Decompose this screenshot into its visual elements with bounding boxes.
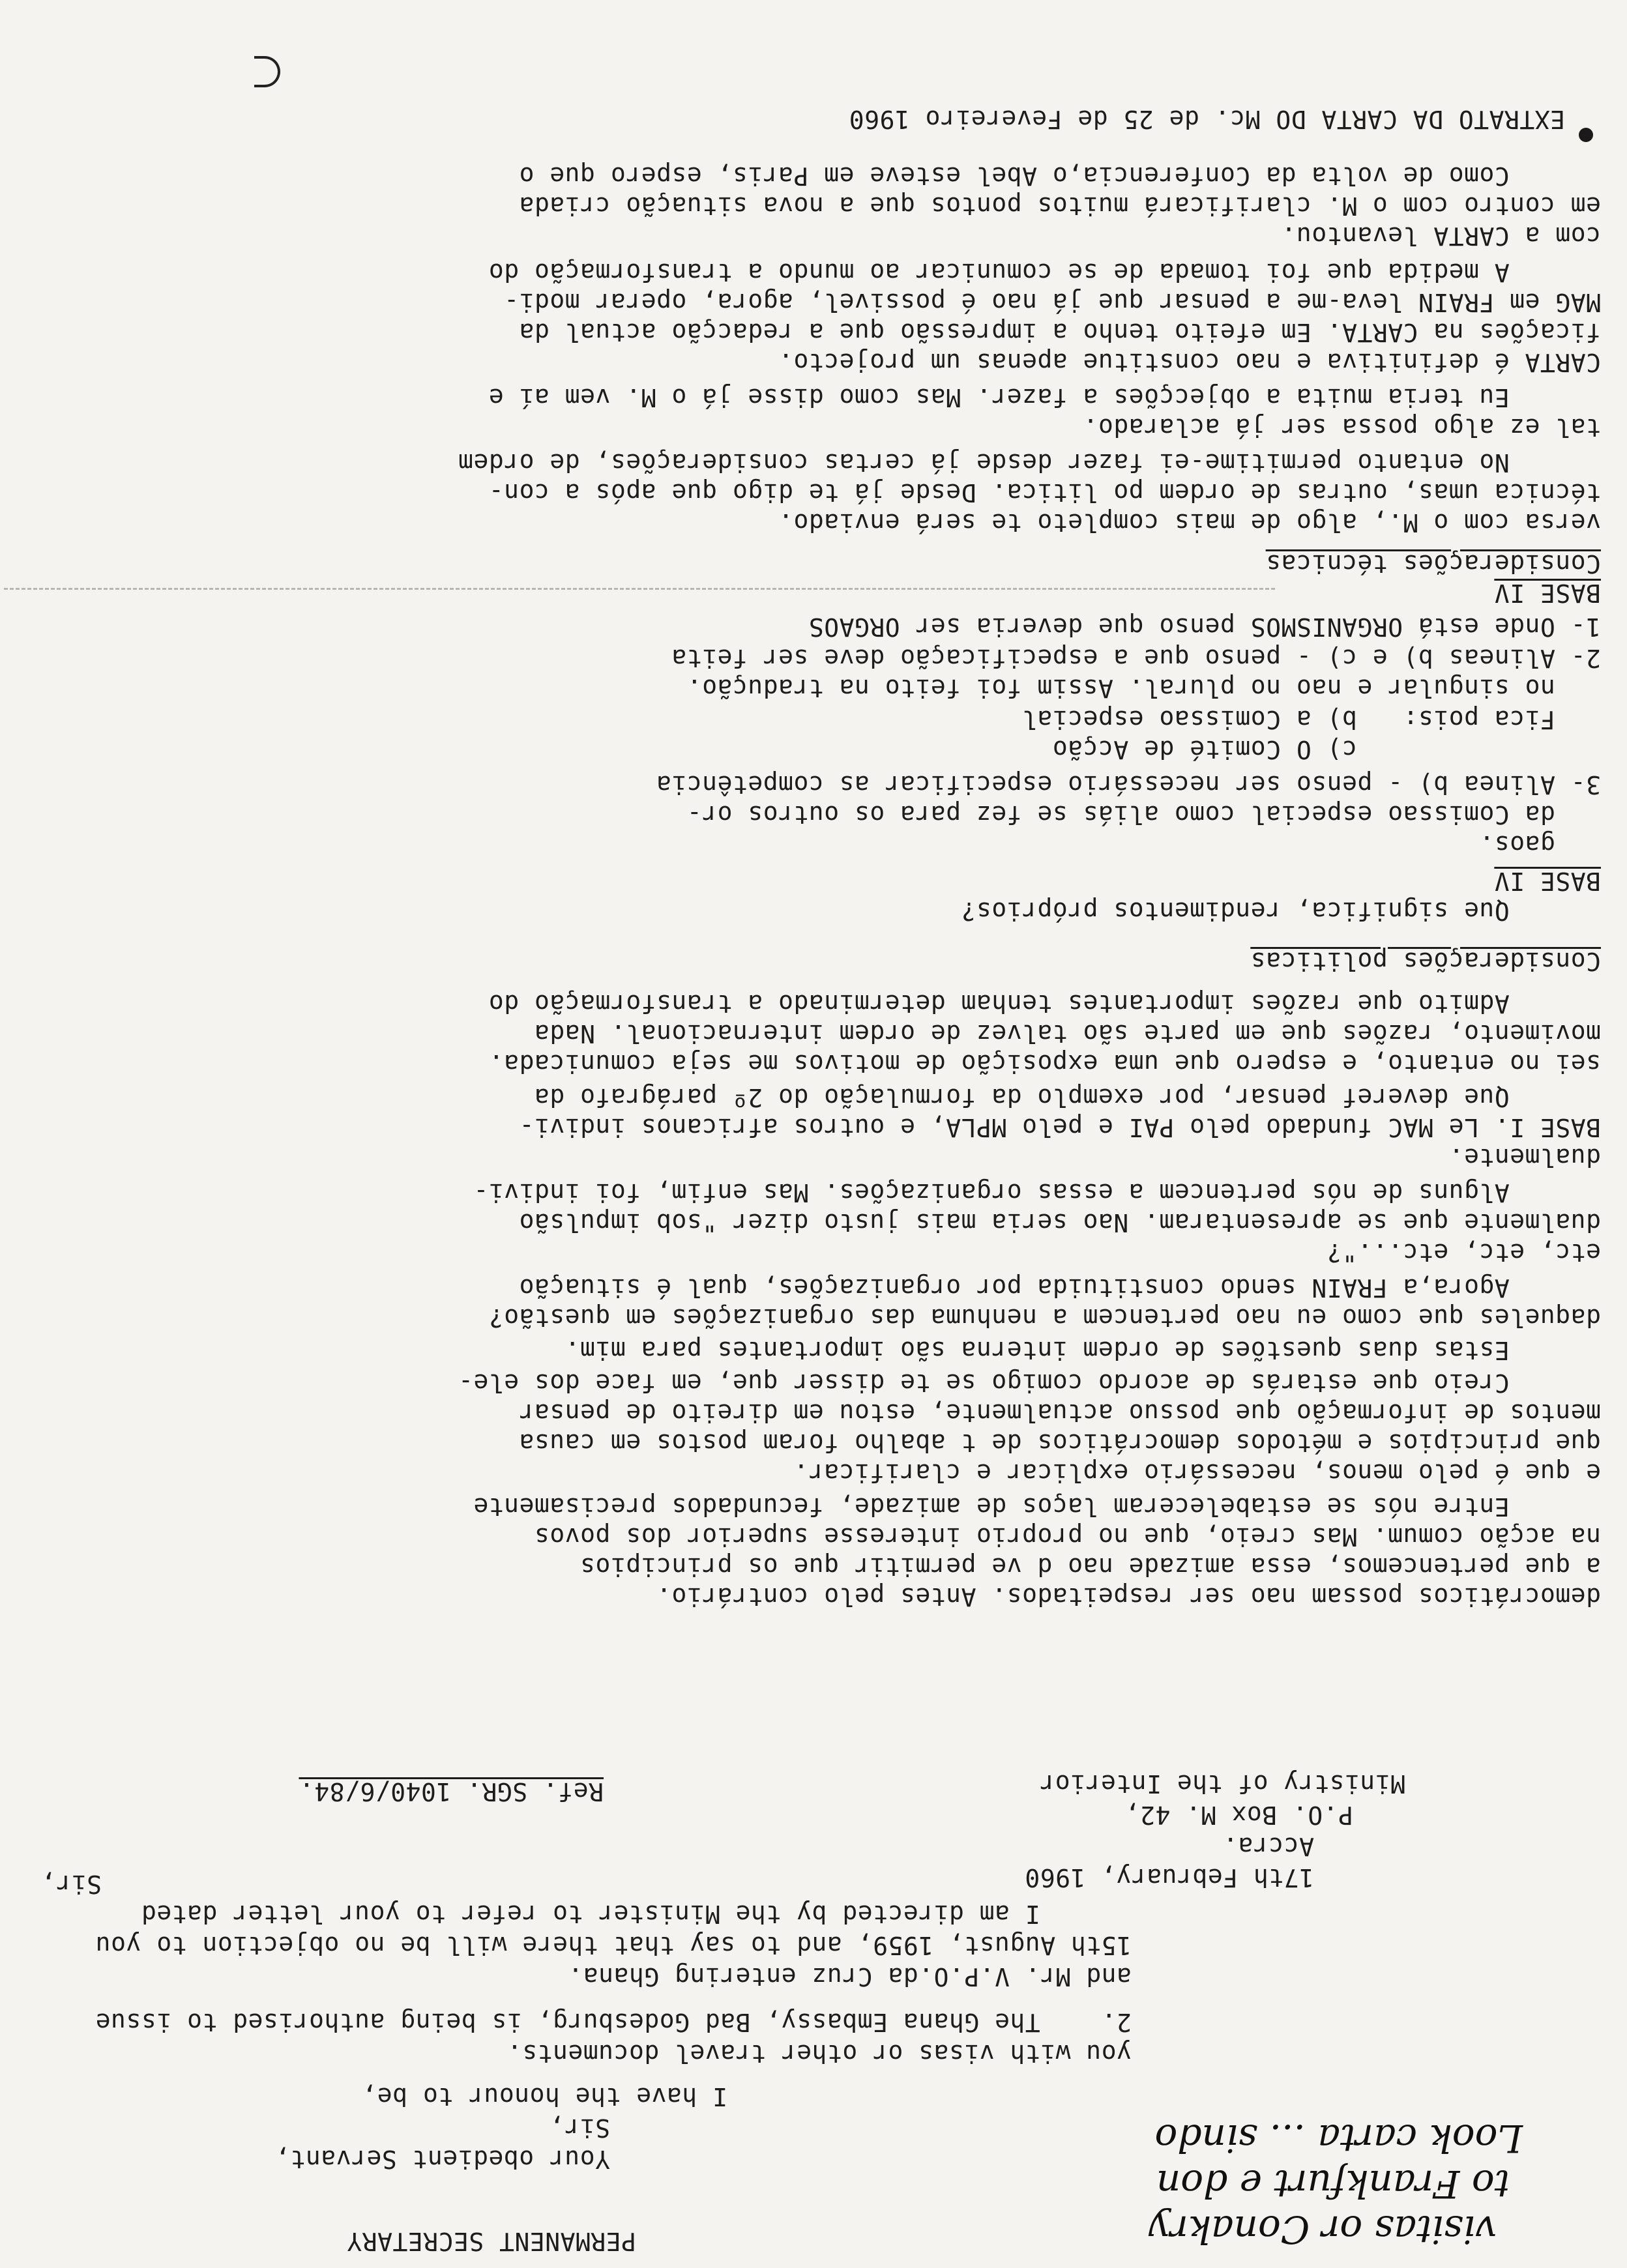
- extract-line-11: técnica umas, outras de ordem po litica. Desde já te digo que após a con-: [488, 478, 1601, 507]
- letter-closing-2: Sir,: [549, 2114, 610, 2142]
- tech-item-2-cont: no singular e nao no plural. Assim foi feito na tradução.: [686, 674, 1601, 703]
- extract-line-8: Eu teria muita a objecções a fazer. Mas como disse já o M. vem aí e: [488, 383, 1601, 412]
- political-line-6: dualmente.: [1448, 1143, 1601, 1172]
- handwritten-tick-mark: [254, 56, 280, 87]
- base-iv-heading-2: BASE IV: [1494, 867, 1601, 895]
- letter-line-5: you with visas or other travel documents.: [506, 2039, 1132, 2068]
- extract-title: EXTRATO DA CARTA DO Mc. de 25 de Fevereiro 1960: [849, 105, 1565, 134]
- political-line-9: etc, etc, etc..."?: [1327, 1238, 1601, 1267]
- letter-line-1: I am directed by the Minister to refer to your letter dated: [141, 1900, 1132, 1928]
- extract-line-12: versa com o M., algo de mais completo te será enviado.: [778, 508, 1601, 537]
- tech-item-3-cont: da Comissao especial como aliás se fez para os outros or-: [686, 800, 1601, 829]
- letter-salutation: Sir,: [40, 1870, 102, 1898]
- political-line-3: sei no entanto, e espero que uma exposição de motivos me seja comunicada.: [488, 1049, 1601, 1078]
- signature-title: PERMANENT SECRETARY: [346, 2227, 636, 2256]
- political-line-12: Estas duas questões de ordem interna são importantes para mim.: [564, 1336, 1601, 1365]
- political-line-1: Admito que razões importantes tenham determinado a transformação do: [488, 989, 1601, 1018]
- letter-address-line-1: Ministry of the Interior: [1039, 1769, 1405, 1798]
- extract-line-1: Como de volta da Conferencia,o Abel esteve em Paris, espero que o: [519, 162, 1601, 190]
- letter-line-4: 2. The Ghana Embassy, Bad Godesburg, is being authorised to issue: [95, 2008, 1132, 2037]
- political-line-15: que principios e métodos democráticos de t abalho foram postos em causa: [519, 1429, 1601, 1457]
- political-line-20: democráticos possam nao ser respeitados. Antes pelo contrário.: [656, 1582, 1601, 1611]
- political-line-13: Creio que estarás de acordo comigo se te disser que, em face dos ele-: [458, 1369, 1601, 1397]
- extract-line-10: No entanto permitime-ei fazer desde já certas considerações, de ordem: [458, 448, 1601, 477]
- political-line-14: mentos de informação que possuo actualmente, estou em direito de pensar: [519, 1399, 1601, 1427]
- tech-item-comite: c) O Comité de Acção: [1052, 735, 1601, 764]
- letter-address-line-3: Accra.: [1222, 1832, 1314, 1861]
- political-line-7: Alguns de nós pertencem a essas organizações. Mas enfim, foi indivi-: [473, 1178, 1601, 1207]
- handwritten-note-line-1: Look carta ... sindo: [1154, 2116, 1523, 2160]
- letter-line-3: and Mr. V.P.O.da Cruz entering Ghana.: [568, 1962, 1132, 1991]
- tech-item-3: 3- Alinea b) - penso ser necessário especificar as competência: [656, 770, 1601, 799]
- political-line-19: a que pertencemos, essa amizade nao d ve permitir que os principios: [579, 1552, 1601, 1581]
- extract-line-5: MAG em FRAIN leva-me a pensar que já nao é possivel, agora, operar modi-: [503, 288, 1601, 317]
- political-line-16: e que é pelo menos, necessário explicar e clarificar.: [793, 1459, 1601, 1487]
- section-separator: [4, 588, 1275, 590]
- political-line-11: daqueles que como eu nao pertencem a nenhuma das organizações em questão?: [488, 1303, 1601, 1332]
- political-line-5: BASE I. Le MAC fundado pelo PAI e pelo MPLA, e outros africanos indivi-: [519, 1113, 1601, 1142]
- base-iv-heading: BASE IV: [1494, 579, 1601, 607]
- tech-item-fica: Fica pois: b) a Comissao especial: [1021, 705, 1601, 734]
- handwritten-note-line-2: to Frankfurt e don: [1156, 2162, 1510, 2206]
- political-line-10: Agora,a FRAIN sendo constituida por organizações, qual é situação: [519, 1273, 1601, 1302]
- political-line-17: Entre nós se estabeleceram laços de amizade, fecundados precisamente: [473, 1492, 1601, 1521]
- letter-line-2: 15th August, 1959, and to say that there will be no objection to you: [95, 1931, 1132, 1960]
- letter-reference: Ref. SGR. 1040/6/84.: [299, 1777, 604, 1806]
- extract-line-4: A medida que foi tomada de se comunicar ao mundo a transformação do: [488, 258, 1601, 287]
- handwritten-note-line-3: visitas or Conakry: [1149, 2207, 1497, 2252]
- letter-closing-3: Your obedient Servant,: [274, 2145, 610, 2174]
- extract-line-2: em contro com o M. clarificará muitos pontos que a nova situação criada: [519, 192, 1601, 220]
- tech-item-2: 2- Alineas b) e c) - penso que a especificação deve ser feita: [671, 644, 1601, 673]
- letter-closing-1: I have the honour to be,: [361, 2082, 727, 2111]
- extract-line-9: tal ez algo possa ser já aclarado.: [1083, 413, 1601, 442]
- letter-address-line-2: P.O. Box M. 42,: [1124, 1801, 1353, 1829]
- political-line-18: na acção comum. Mas creio, que no proprio interesse superior dos povos: [534, 1522, 1601, 1551]
- tech-item-1: 1- Onde está ORGANISMOS penso que deveria ser ORGAOS: [808, 613, 1601, 641]
- question-line: Que significa, rendimentos próprios?: [961, 897, 1601, 925]
- political-line-8: dualmente que se apresentaram. Nao seria mais justo dizer "sob impulsão: [519, 1208, 1601, 1237]
- political-line-2: movimento, razões que em parte são talvez de ordem internacional. Nada: [534, 1019, 1601, 1048]
- extract-line-7: CARTA é definitiva e nao constitue apenas um projecto.: [778, 348, 1601, 377]
- extract-line-3: com a CARTA levantou.: [1281, 222, 1601, 250]
- political-line-4: Que deveref pensar, por exemplo da formulação do 2º parágrafo da: [534, 1083, 1601, 1112]
- letter-date: 17th February, 1960: [1024, 1863, 1314, 1892]
- bullet-dot: [1579, 128, 1593, 142]
- tech-item-3-end: gaos.: [1478, 830, 1601, 859]
- extract-line-6: ficações na CARTA. Em efeito tenho a impressão que a redacção actual da: [519, 318, 1601, 347]
- political-considerations-heading: Considerações politicas: [1250, 947, 1601, 976]
- technical-considerations-heading: Considerações técnicas: [1265, 549, 1601, 578]
